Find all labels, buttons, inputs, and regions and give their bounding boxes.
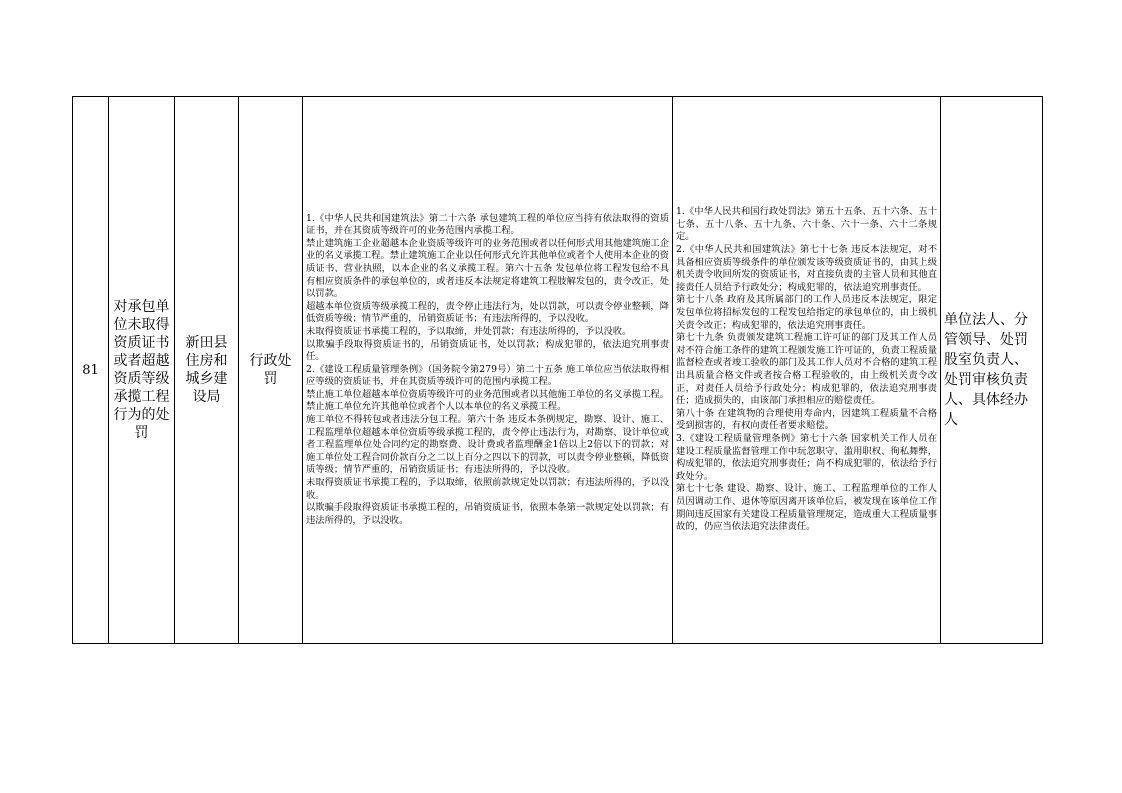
implementing-organization: 新田县住房和城乡建设局 [175,97,239,644]
table-row [73,97,1043,644]
legal-basis-cell [303,97,673,644]
liability-cell [673,97,941,644]
basis-paragraph: 超越本单位资质等级承揽工程的，责令停止违法行为，处以罚款，可以责令停业整顿，降低资质等级；情节严重的，吊销资质证书；有违法所得的，予以没收。 [306,300,669,325]
liability-paragraph: 2.《中华人民共和国建筑法》第七十七条 违反本法规定，对不具备相应资质等级条件的单位颁发该等级资质证书的，由其上级机关责令收回所发的资质证书，对直接负责的主管人员和其他直接责任人员给予行政处分；构成犯罪的，依法追究刑事责任。 [676,244,937,293]
basis-paragraph: 以欺骗手段取得资质证书承揽工程的，吊销资质证书，依照本条第一款规定处以罚款；有违法所得的，予以没收。 [306,502,669,526]
liability-paragraph: 3.《建设工程质量管理条例》第七十六条 国家机关工作人员在建设工程质量监督管理工作中玩忽职守、滥用职权、徇私舞弊，构成犯罪的，依法追究刑事责任；尚不构成犯罪的，依法给予行政处分。 [676,432,937,482]
basis-paragraph: 施工单位不得转包或者违法分包工程。第六十条 违反本条例规定，勘察、设计、施工、工程监理单位超越本单位资质等级承揽工程的，责令停止违法行为，对勘察、设计单位或者工程监理单位处合同约定的勘察费、设计费或者监理酬金1倍以上2倍以下的罚款；对施工单位处工程合同价款百分之二以上百分之四以下的罚款，可以责令停业整顿，降低资质等级；情节严重的，吊销资质证书；有违法所得的，予以没收。 [306,414,669,476]
power-type: 行政处罚 [239,97,303,644]
item-number: 81 [73,97,109,644]
item-name: 对承包单位未取得资质证书或者超越资质等级承揽工程行为的处罚 [109,97,175,644]
basis-paragraph: 未取得资质证书承揽工程的，予以取缔，并处罚款；有违法所得的，予以没收。 [306,325,632,337]
basis-paragraph: 禁止施工单位超越本单位资质等级许可的业务范围或者以其他施工单位的名义承揽工程。禁止施工单位允许其他单位或者个人以本单位的名义承揽工程。 [306,388,669,413]
liability-paragraph: 第七十七条 建设、勘察、设计、施工、工程监理单位的工作人员因调动工作、退休等原因离开该单位后，被发现在该单位工作期间违反国家有关建设工程质量管理规定，造成重大工程质量事故的，仍应当依法追究法律责任。 [676,483,937,533]
liability-paragraph: 1.《中华人民共和国行政处罚法》第五十五条、五十六条、五十七条、五十八条、五十九条、六十条、六十一条、六十二条规定。 [676,206,937,243]
responsible-persons: 单位法人、分管领导、处罚股室负责人、处罚审核负责人、具体经办人 [941,97,1043,644]
liability-paragraph: 第七十九条 负责颁发建筑工程施工许可证的部门及其工作人员对不符合施工条件的建筑工程颁发施工许可证的，负责工程质量监督检查或者竣工验收的部门及其工作人员对不合格的建筑工程出具质量合格文件或者按合格工程验收的，由上级机关责令改正，对责任人员给予行政处分；构成犯罪的，依法追究刑事责任；造成损失的，由该部门承担相应的赔偿责任。 [676,332,937,407]
basis-paragraph: 1.《中华人民共和国建筑法》第二十六条 承包建筑工程的单位应当持有依法取得的资质证书，并在其资质等级许可的业务范围内承揽工程。 [306,212,669,237]
power-list-table [72,96,1043,644]
liability-paragraph: 第七十八条 政府及其所属部门的工作人员违反本法规定，限定发包单位将招标发包的工程发包给指定的承包单位的，由上级机关责令改正；构成犯罪的，依法追究刑事责任。 [676,294,937,331]
basis-paragraph: 2.《建设工程质量管理条例》（国务院令第279号）第二十五条 施工单位应当依法取得相应等级的资质证书，并在其资质等级许可的范围内承揽工程。 [306,363,669,388]
basis-paragraph: 禁止建筑施工企业超越本企业资质等级许可的业务范围或者以任何形式用其他建筑施工企业的名义承揽工程。禁止建筑施工企业以任何形式允许其他单位或者个人使用本企业的资质证书、营业执照，以本企业的名义承揽工程。第六十五条 发包单位将工程发包给不具有相应资质条件的承包单位的，或者违反本法规定将建筑工程肢解发包的，责令改正，处以罚款。 [306,237,669,300]
basis-paragraph: 未取得资质证书承揽工程的，予以取缔，依照前款规定处以罚款；有违法所得的，予以没收。 [306,477,669,501]
basis-paragraph: 以欺骗手段取得资质证书的，吊销资质证书，处以罚款；构成犯罪的，依法追究刑事责任。 [306,338,669,363]
liability-paragraph: 第八十条 在建筑物的合理使用寿命内，因建筑工程质量不合格受到损害的，有权向责任者要求赔偿。 [676,407,937,432]
